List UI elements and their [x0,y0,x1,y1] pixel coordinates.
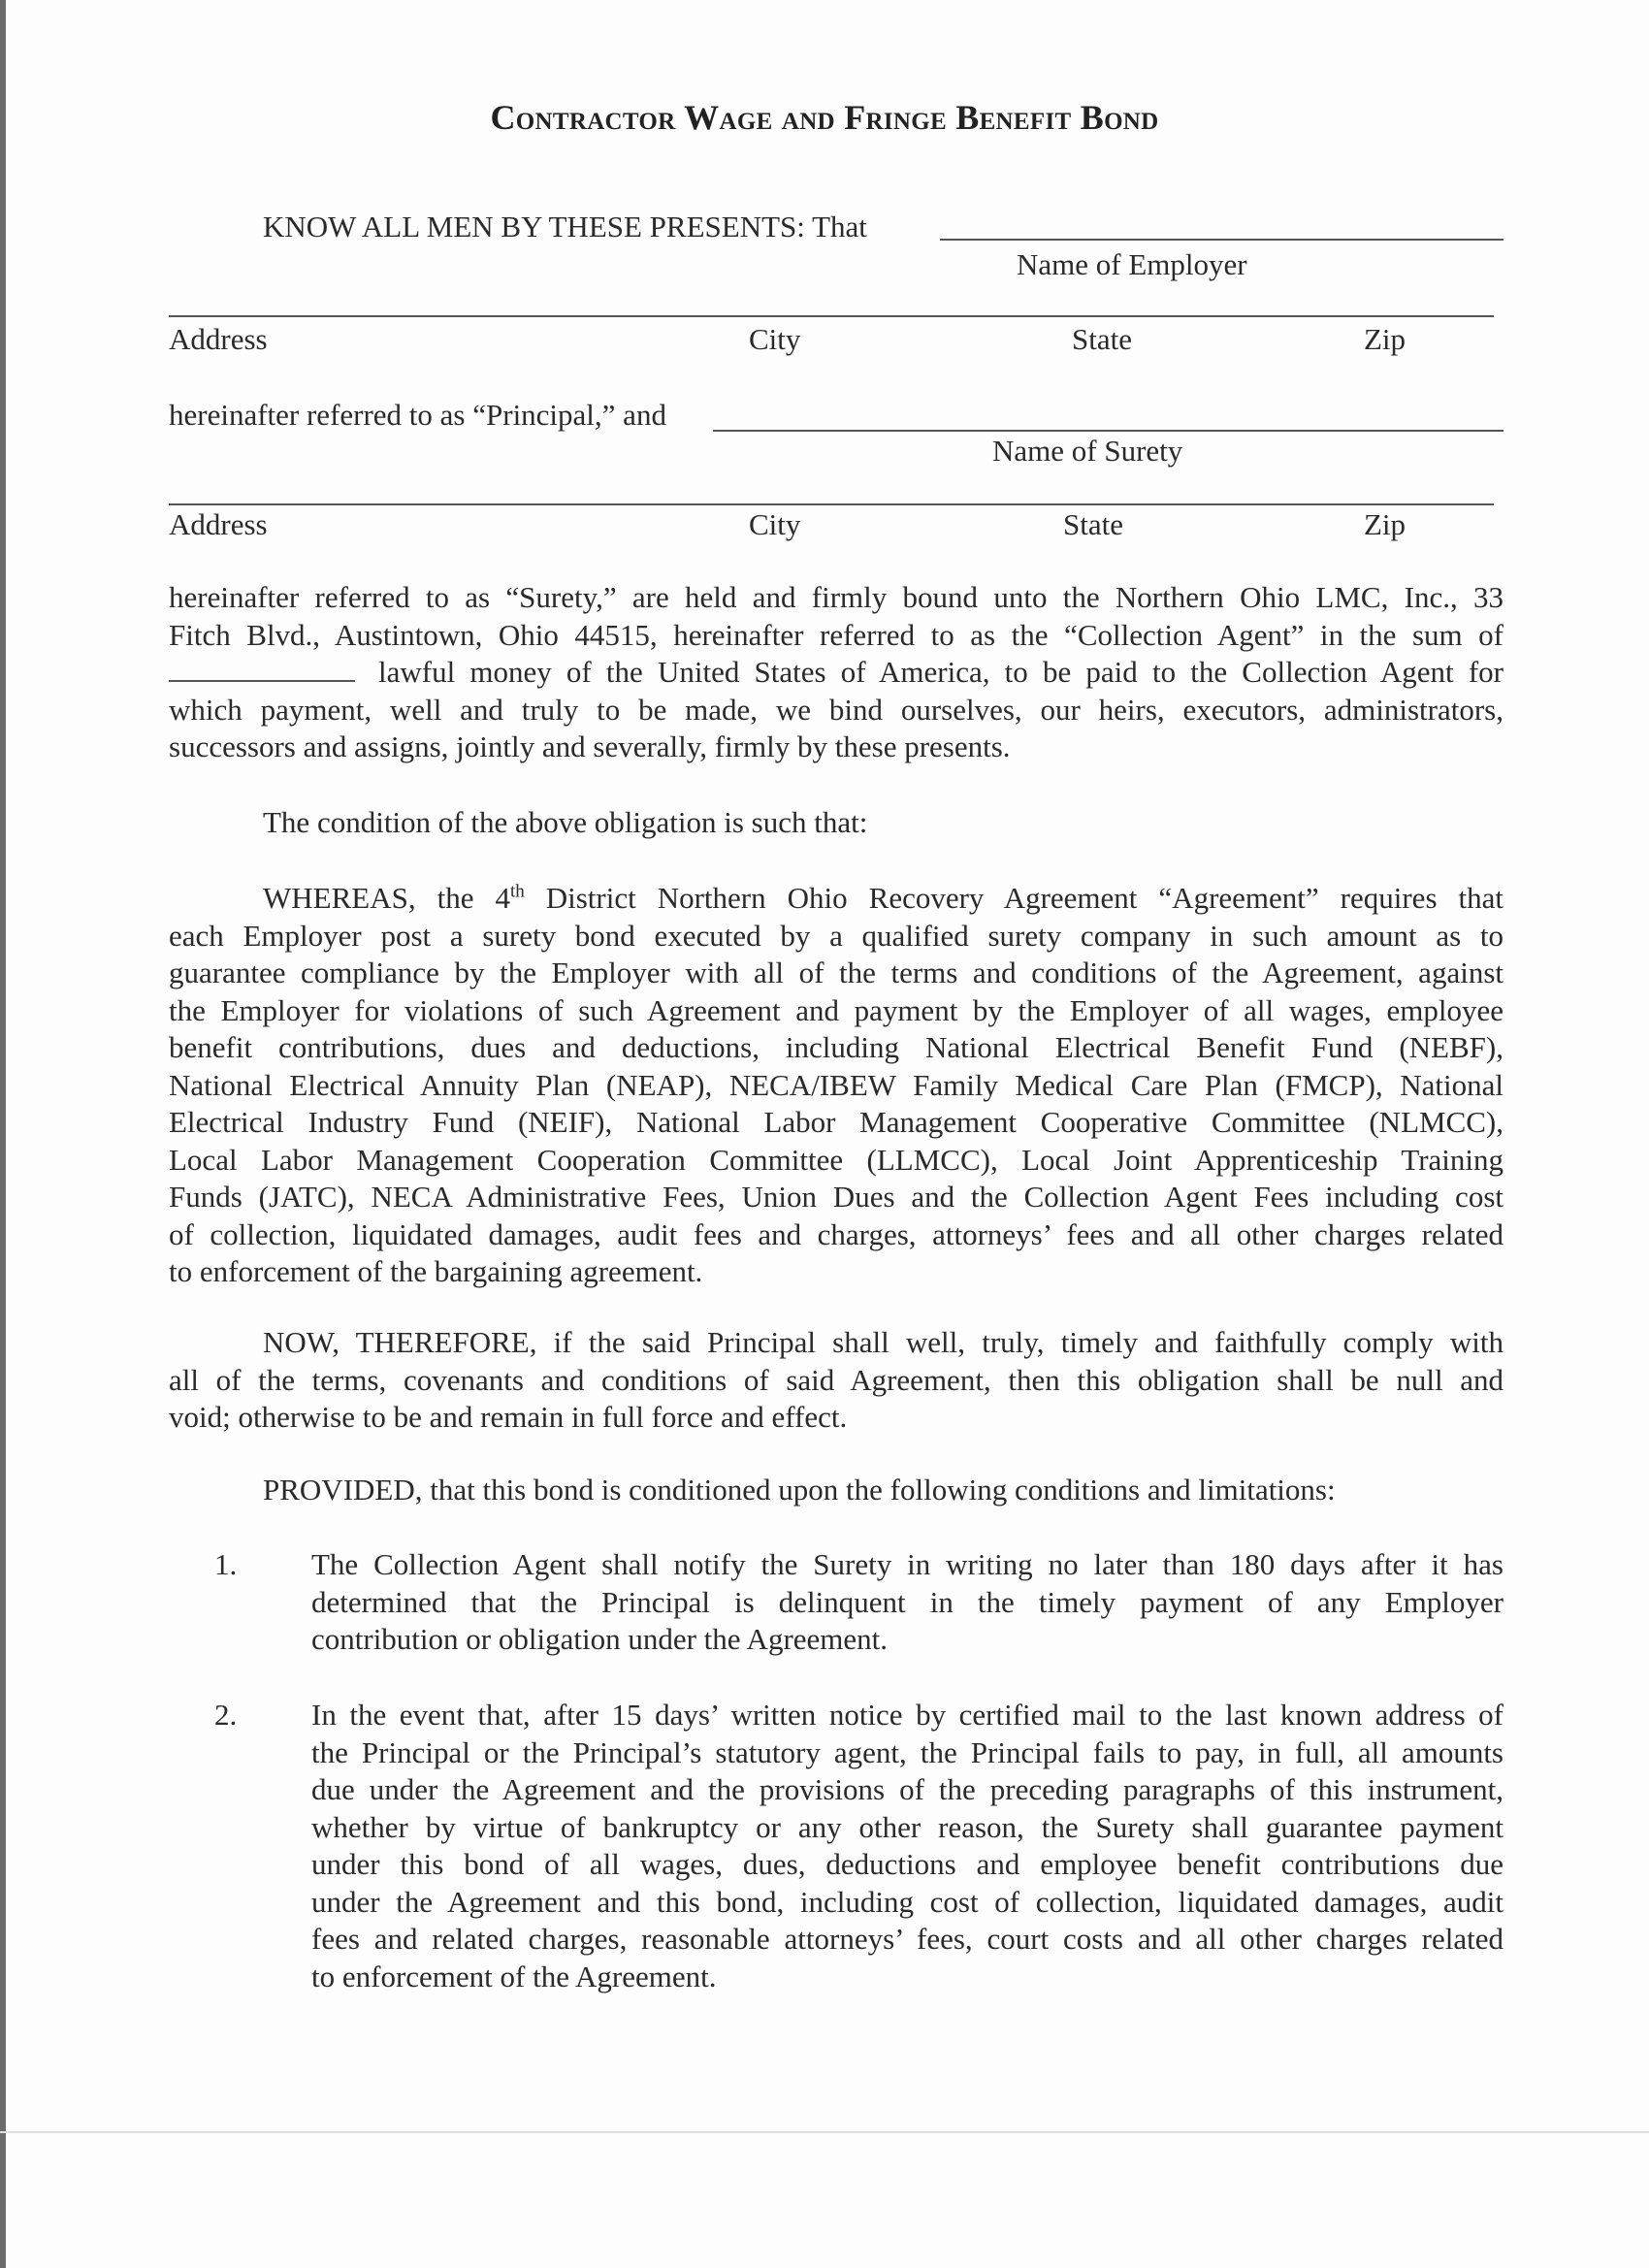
text-line: under this bond of all wages, dues, deductions and employee benefit contributions due [311,1847,1504,1881]
bound-paragraph [169,579,1504,766]
city-label: City [749,322,801,356]
provided-text: PROVIDED, that this bond is conditioned upon the following conditions and limitations: [263,1473,1336,1507]
condition-text: The condition of the above obligation is such that: [263,805,868,839]
principal-text: hereinafter referred to as “Principal,” and [169,398,666,432]
text-line: of collection, liquidated damages, audit fees and charges, attorneys’ fees and all other charges related [169,1216,1504,1251]
sum-amount-field[interactable] [169,655,355,682]
superscript: th [509,881,525,902]
text-line: guarantee compliance by the Employer with all of the terms and conditions of the Agreement, against [169,956,1504,989]
text-line: the Employer for violations of such Agreement and payment by the Employer of all wages, employee [169,992,1504,1027]
text-line: In the event that, after 15 days’ written notice by certified mail to the last known address of [311,1698,1504,1732]
document-title: Contractor Wage and Fringe Benefit Bond [490,98,1159,137]
text-line: all of the terms, covenants and conditions of said Agreement, then this obligation shall be null and [169,1362,1504,1397]
whereas-paragraph [169,880,1504,1291]
employer-name-label: Name of Employer [1017,247,1247,281]
text-line: the Principal or the Principal’s statutory agent, the Principal fails to pay, in full, all amounts [311,1734,1504,1769]
text-line: contribution or obligation under the Agreement. [311,1622,889,1656]
surety-name-label: Name of Surety [992,434,1183,468]
zip-label: Zip [1364,507,1406,541]
surety-address-field[interactable] [169,503,1494,505]
text-line: to enforcement of the Agreement. [311,1959,717,1993]
text-line: lawful money of the United States of America, to be paid to the Collection Agent for [378,655,1504,689]
text-line: under the Agreement and this bond, including cost of collection, liquidated damages, audit [311,1884,1504,1919]
text-line: The Collection Agent shall notify the Surety in writing no later than 180 days after it has [311,1547,1504,1581]
text-line: successors and assigns, jointly and severally, firmly by these presents. [169,729,1011,763]
condition-number: 1. [214,1547,238,1581]
text-line: National Electrical Annuity Plan (NEAP), NECA/IBEW Family Medical Care Plan (FMCP), National [169,1067,1504,1102]
text-line: each Employer post a surety bond executed by a qualified surety company in such amount as to [169,918,1504,953]
surety-name-field[interactable] [713,430,1504,432]
city-label: City [749,507,801,541]
text-line: Funds (JATC), NECA Administrative Fees, Union Dues and the Collection Agent Fees including cost [169,1180,1504,1214]
text-fragment: District Northern Ohio Recovery Agreement “Agreement” requires that [524,881,1504,915]
state-label: State [1063,507,1123,541]
scan-edge [0,0,6,2268]
text-line: fees and related charges, reasonable attorneys’ fees, court costs and all other charges related [311,1922,1504,1956]
zip-label: Zip [1364,322,1406,356]
text-line: Fitch Blvd., Austintown, Ohio 44515, hereinafter referred to as the “Collection Agent” in the sum of [169,617,1504,652]
address-label: Address [169,322,268,356]
condition-number: 2. [214,1698,238,1732]
address-label: Address [169,507,268,541]
text-line: whether by virtue of bankruptcy or any other reason, the Surety shall guarantee payment [311,1809,1504,1844]
text-line: which payment, well and truly to be made, we bind ourselves, our heirs, executors, administrators, [169,692,1504,727]
page-bottom-divider [0,2131,1649,2133]
now-therefore-paragraph [169,1324,1504,1437]
text-line: hereinafter referred to as “Surety,” are held and firmly bound unto the Northern Ohio LMC, Inc., 33 [169,580,1504,614]
text-line: due under the Agreement and the provisions of the preceding paragraphs of this instrument, [311,1772,1504,1806]
text-line [169,880,1504,918]
condition-item-2 [311,1697,1504,1995]
employer-address-field[interactable] [169,315,1494,317]
text-line: NOW, THEREFORE, if the said Principal shall well, truly, timely and faithfully comply with [263,1325,1504,1359]
text-line: void; otherwise to be and remain in full force and effect. [169,1400,848,1434]
text-fragment: WHEREAS, the 4 [263,881,510,915]
text-line: Electrical Industry Fund (NEIF), National Labor Management Cooperative Committee (NLMCC), [169,1105,1504,1139]
employer-name-field[interactable] [940,239,1504,241]
text-line: Local Labor Management Cooperation Committee (LLMCC), Local Joint Apprenticeship Training [169,1142,1504,1177]
text-line: to enforcement of the bargaining agreement. [169,1254,703,1288]
text-line: benefit contributions, dues and deductions, including National Electrical Benefit Fund (NEBF), [169,1030,1504,1064]
sum-line [169,654,1504,692]
text-line: determined that the Principal is delinquent in the timely payment of any Employer [311,1584,1504,1619]
state-label: State [1072,322,1132,356]
know-all-men-text: KNOW ALL MEN BY THESE PRESENTS: That [263,210,867,243]
condition-item-1 [311,1546,1504,1659]
